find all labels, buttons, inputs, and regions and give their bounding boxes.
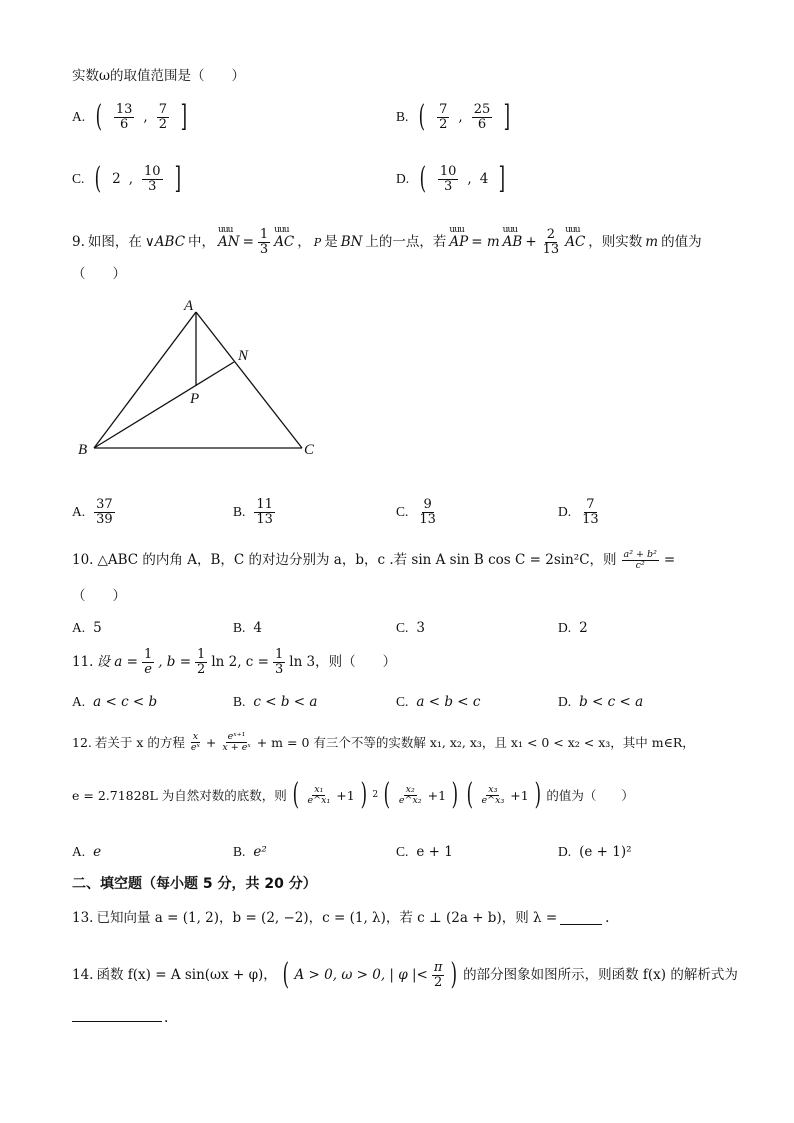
option-label: A. xyxy=(72,109,86,124)
vector-ab: uuu AB xyxy=(503,234,523,250)
option-label: D. xyxy=(396,171,410,186)
fraction: $\frac{1}{3}$ xyxy=(259,227,269,257)
fraction: $\frac{13}{6}$ xyxy=(115,101,133,132)
answer-blank[interactable] xyxy=(560,912,602,925)
q12-stem-line2: e = 2.71828L 为自然对数的底数，则 ( $\frac{\text{x₁}}{\text{e\textasciicircum{}x₁}}$ +1 ) 2 ( $\frac{\text{x₂}}{\text{e\textasciicircum{}x₂}}$ +1 ) ( $\frac{\text{x₃}}{\text{e\textasciicircum{}x₃}}$ +1 ) 的值为（ ） xyxy=(72,777,634,812)
q11-stem: 11. 设 a = $\frac{1}{e}$ , b = $\frac{1}{2}$ ln 2, c = $\frac{1}{3}$ ln 3，则（ ） xyxy=(72,647,397,677)
section-heading: 二、填空题（每小题 5 分，共 20 分） xyxy=(72,876,317,892)
q9-stem: 9. 如图，在 ∨ABC 中， uuu AN = $\frac{1}{3}$ uuu AC ， P 是 BN 上的一点，若 uuu AP = m uuu AB + $\frac{2}{13}$ uuu AC ，则实数 m 的值为 xyxy=(72,228,702,256)
q11-option-b[interactable]: B. c < b < a xyxy=(233,694,318,710)
q13-stem: 13. 已知向量 a = (1, 2)，b = (2, −2)，c = (1, λ)，若 c ⊥ (2a + b)，则 λ = . xyxy=(72,910,610,926)
q12-option-c[interactable]: C. e + 1 xyxy=(396,844,453,860)
q8-option-c[interactable]: C. ( 2 , $\frac{10}{3}$ ] xyxy=(72,161,181,196)
q9-option-a[interactable]: A. $\frac{37}{39}$ xyxy=(72,497,113,527)
q8-stem: 实数ω的取值范围是（ ） xyxy=(72,68,246,84)
close-bracket: ] xyxy=(174,161,181,196)
q14-stem: 14. 函数 f(x) = A sin(ωx + φ)， ( A > 0, ω > 0, | φ |< $\frac{\pi}{2}$ ) 的部分图象如图所示，则函数 f(x) 的解析式为 xyxy=(72,957,738,992)
segment-bn xyxy=(94,362,234,448)
fraction: $\frac{7}{2}$ xyxy=(439,101,448,132)
label-a: A xyxy=(184,298,194,314)
label-n: N xyxy=(238,348,249,364)
q10-option-d[interactable]: D. 2 xyxy=(558,620,588,636)
option-label: C. xyxy=(72,171,85,186)
close-bracket: ] xyxy=(498,161,506,196)
q10-option-c[interactable]: C. 3 xyxy=(396,620,425,636)
open-paren: ( xyxy=(419,99,426,134)
label-b: B xyxy=(78,442,88,458)
q12-stem-line1: 12. 若关于 x 的方程 $\frac{x}{\text{eˣ}}$ + $\frac{\text{eˣ⁺¹}}{\text{x + eˣ}}$ + m = 0 有三个不等的实数解 x₁, x₂, x₃，且 x₁ < 0 < x₂ < x₃，其中 m∈R， xyxy=(72,731,695,753)
q10-stem: 10. △ABC 的内角 A，B，C 的对边分别为 a，b，c .若 sin A sin B cos C = 2sin²C，则 $\frac{\text{a² + b²}}{\text{c²}}$ = xyxy=(72,549,676,571)
q10-option-b[interactable]: B. 4 xyxy=(233,620,262,636)
q9-option-b[interactable]: B. $\frac{11}{13}$ xyxy=(233,497,273,527)
fraction: $\frac{25}{6}$ xyxy=(473,101,491,132)
q9-answer-paren: （ ） xyxy=(72,266,126,282)
open-paren: ( xyxy=(419,161,427,196)
q9-option-c[interactable]: C. $\frac{9}{13}$ xyxy=(396,497,436,527)
option-label: B. xyxy=(396,109,409,124)
fraction: $\frac{2}{13}$ xyxy=(542,227,560,257)
q8-option-b[interactable]: B. ( $\frac{7}{2}$ , $\frac{25}{6}$ ] xyxy=(396,99,511,134)
interval-end: 4 xyxy=(479,171,489,187)
label-p: P xyxy=(190,391,200,407)
q12-option-b[interactable]: B. e² xyxy=(233,844,267,860)
q9-option-d[interactable]: D. $\frac{7}{13}$ xyxy=(558,497,599,527)
answer-blank[interactable] xyxy=(72,1020,162,1022)
fraction: $\frac{\text{a² + b²}}{\text{c²}}$ xyxy=(623,549,657,571)
label-c: C xyxy=(304,442,315,458)
open-paren: ( xyxy=(95,99,103,134)
vector-ac: uuu AC xyxy=(274,234,294,250)
fraction: $\frac{10}{3}$ xyxy=(439,163,457,194)
interval-start: 2 xyxy=(112,171,121,187)
q8-option-a[interactable]: A. ( $\frac{13}{6}$ , $\frac{7}{2}$ ] xyxy=(72,99,188,134)
vector-an: uuu AN xyxy=(218,234,240,250)
q12-option-d[interactable]: D. (e + 1)² xyxy=(558,844,632,860)
triangle-figure xyxy=(70,290,330,470)
q10-option-a[interactable]: A. 5 xyxy=(72,620,102,636)
q8-option-d[interactable]: D. ( $\frac{10}{3}$ , 4 ] xyxy=(396,161,506,196)
side-ac xyxy=(196,312,302,448)
vector-ap: uuu AP xyxy=(449,234,468,250)
q11-option-d[interactable]: D. b < c < a xyxy=(558,694,644,710)
q10-answer-paren: （ ） xyxy=(72,588,126,604)
vector-ac: uuu AC xyxy=(565,234,585,250)
q11-option-c[interactable]: C. a < b < c xyxy=(396,694,481,710)
fraction: $\frac{7}{2}$ xyxy=(158,101,167,132)
q11-option-a[interactable]: A. a < c < b xyxy=(72,694,158,710)
side-ab xyxy=(94,312,196,448)
close-bracket: ] xyxy=(180,99,188,134)
open-paren: ( xyxy=(95,161,102,196)
close-bracket: ] xyxy=(503,99,511,134)
q12-option-a[interactable]: A. e xyxy=(72,844,102,860)
q14-tail: . xyxy=(164,1010,169,1026)
fraction: $\frac{10}{3}$ xyxy=(144,163,161,194)
